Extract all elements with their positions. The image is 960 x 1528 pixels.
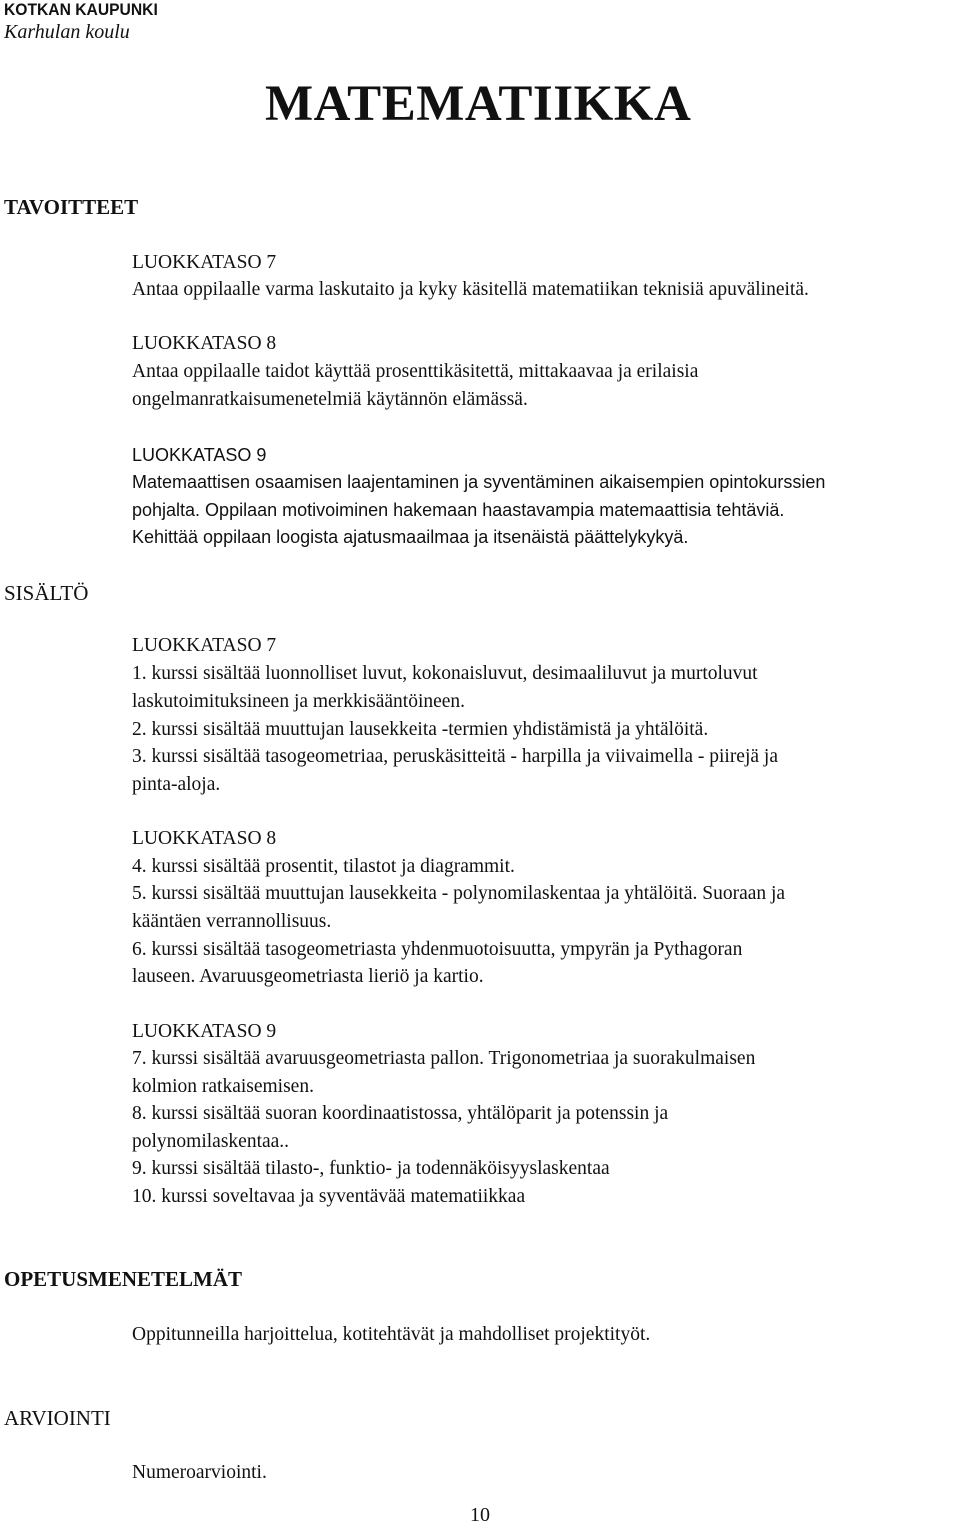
level-label: LUOKKATASO 8 [132, 333, 277, 354]
section-heading-sisalto: SISÄLTÖ [4, 581, 89, 605]
course-line: polynomilaskentaa.. [132, 1131, 290, 1152]
level-label: LUOKKATASO 9 [132, 445, 267, 465]
page-number: 10 [470, 1504, 490, 1526]
course-line: lauseen. Avaruusgeometriasta lieriö ja kartio. [132, 966, 484, 987]
course-line: 8. kurssi sisältää suoran koordinaatistossa, yhtälöparit ja potenssin ja [132, 1103, 669, 1124]
course-line: 7. kurssi sisältää avaruusgeometriasta pallon. Trigonometriaa ja suorakulmaisen [132, 1048, 756, 1069]
course-line: 4. kurssi sisältää prosentit, tilastot ja diagrammit. [132, 856, 515, 877]
course-line: kääntäen verrannollisuus. [132, 911, 332, 932]
paragraph-line: ongelmanratkaisumenetelmiä käytännön elämässä. [132, 389, 528, 410]
level-label: LUOKKATASO 8 [132, 828, 277, 849]
course-line: 3. kurssi sisältää tasogeometriaa, peruskäsitteitä - harpilla ja viivaimella - piirejä ja [132, 746, 778, 767]
course-line: pinta-aloja. [132, 774, 221, 795]
course-line: 9. kurssi sisältää tilasto-, funktio- ja todennäköisyyslaskentaa [132, 1158, 610, 1179]
course-line: 1. kurssi sisältää luonnolliset luvut, kokonaisluvut, desimaaliluvut ja murtoluvut [132, 663, 758, 684]
paragraph-line: Antaa oppilaalle taidot käyttää prosenttikäsitettä, mittakaavaa ja erilaisia [132, 361, 699, 382]
section-heading-opetusmenetelmat: OPETUSMENETELMÄT [4, 1267, 243, 1291]
logo-city-name: KOTKAN KAUPUNKI [4, 0, 158, 19]
course-line: 6. kurssi sisältää tasogeometriasta yhdenmuotoisuutta, ympyrän ja Pythagoran [132, 939, 743, 960]
course-line: 2. kurssi sisältää muuttujan lausekkeita -termien yhdistämistä ja yhtälöitä. [132, 719, 709, 740]
paragraph-line: Kehittää oppilaan loogista ajatusmaailmaa ja itsenäistä päättelykykyä. [132, 527, 689, 547]
methods-text: Oppitunneilla harjoittelua, kotitehtävät ja mahdolliset projektityöt. [132, 1324, 651, 1345]
course-line: 5. kurssi sisältää muuttujan lausekkeita - polynomilaskentaa ja yhtälöitä. Suoraan ja [132, 883, 786, 904]
paragraph-line: Matemaattisen osaamisen laajentaminen ja syventäminen aikaisempien opintokurssien [132, 472, 826, 492]
course-line: laskutoimituksineen ja merkkisääntöineen. [132, 691, 466, 712]
logo-school-name: Karhulan koulu [4, 21, 130, 43]
level-label: LUOKKATASO 7 [132, 635, 277, 656]
level-label: LUOKKATASO 7 [132, 252, 277, 273]
page-title: MATEMATIIKKA [265, 76, 692, 132]
assessment-text: Numeroarviointi. [132, 1462, 267, 1483]
section-heading-tavoitteet: TAVOITTEET [4, 195, 139, 219]
course-line: kolmion ratkaisemisen. [132, 1076, 314, 1097]
level-label: LUOKKATASO 9 [132, 1021, 277, 1042]
course-line: 10. kurssi soveltavaa ja syventävää matematiikkaa [132, 1186, 526, 1207]
paragraph-line: Antaa oppilaalle varma laskutaito ja kyky käsitellä matematiikan teknisiä apuvälineitä. [132, 279, 809, 300]
section-heading-arviointi: ARVIOINTI [4, 1406, 111, 1430]
paragraph-line: pohjalta. Oppilaan motivoiminen hakemaan haastavampia matemaattisia tehtäviä. [132, 500, 785, 520]
